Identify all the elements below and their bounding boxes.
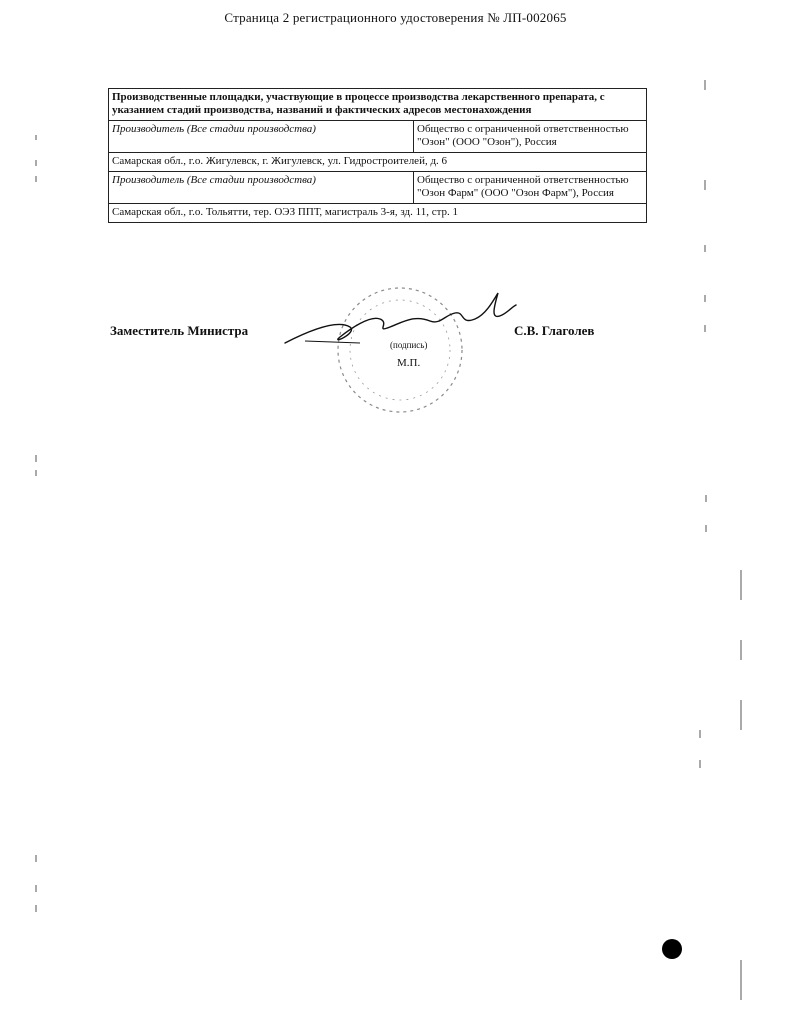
page-title: Страница 2 регистрационного удостоверения № ЛП-002065 — [224, 10, 567, 25]
manufacturer-role: Производитель (Все стадии производства) — [109, 172, 414, 204]
table-heading: Производственные площадки, участвующие в процессе производства лекарственного препарата, с указанием стадий производства, названий и фактических адресов местонахождения — [109, 89, 647, 121]
signatory-position: Заместитель Министра — [110, 323, 249, 338]
signature-caption: (подпись) — [390, 340, 428, 350]
manufacturer-address: Самарская обл., г.о. Жигулевск, г. Жигулевск, ул. Гидростроителей, д. 6 — [109, 153, 647, 172]
manufacturer-company: Общество с ограниченной ответственностью "Озон Фарм" (ООО "Озон Фарм"), Россия — [414, 172, 647, 204]
manufacturer-address: Самарская обл., г.о. Тольятти, тер. ОЭЗ ППТ, магистраль 3-я, зд. 11, стр. 1 — [109, 204, 647, 223]
manufacturer-company: Общество с ограниченной ответственностью "Озон" (ООО "Озон"), Россия — [414, 121, 647, 153]
manufacturer-role: Производитель (Все стадии производства) — [109, 121, 414, 153]
seal-mark: М.П. — [397, 357, 421, 369]
scan-dot-mark — [662, 939, 682, 959]
signatory-name: С.В. Глаголев — [514, 323, 595, 338]
